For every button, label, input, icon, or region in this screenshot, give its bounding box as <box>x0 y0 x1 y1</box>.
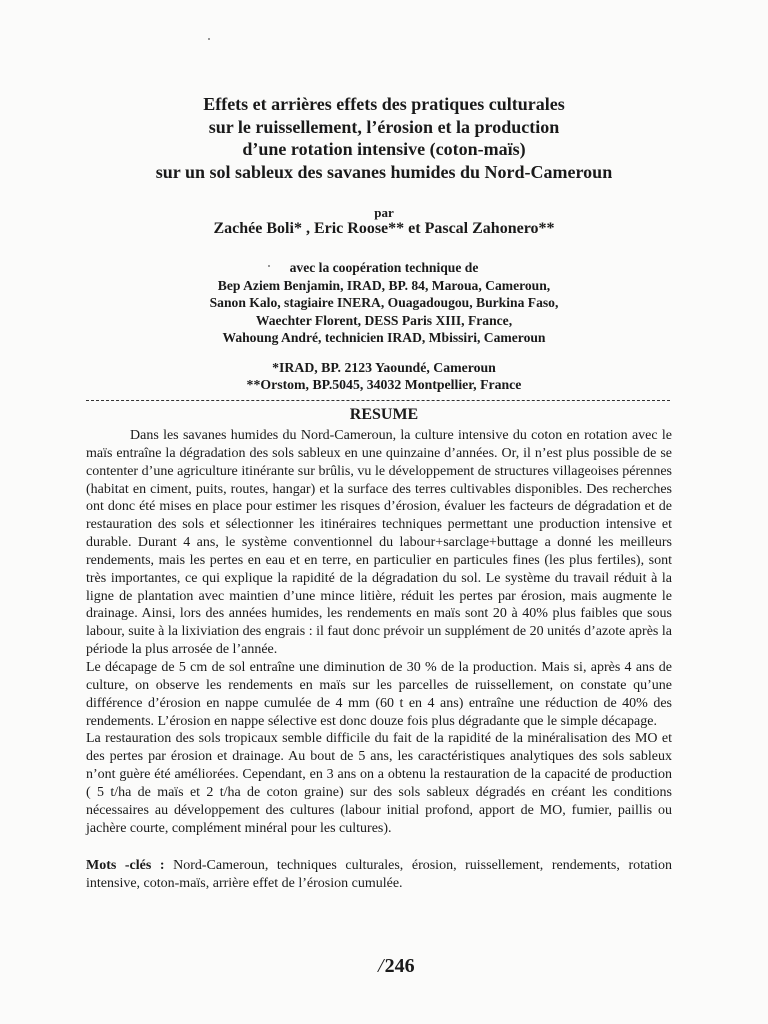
cooperation-line: Wahoung André, technicien IRAD, Mbissiri, Cameroun <box>222 330 546 346</box>
affiliation-line: **Orstom, BP.5045, 34032 Montpellier, France <box>246 377 522 392</box>
abstract-paragraph: La restauration des sols tropicaux semble difficile du fait de la rapidité de la minéralisation des MO et des pertes par érosion et drainage. Au bout de 5 ans, les caractéristiques analytiques des sols sableux n’ont guère été améliorées. Cependant, en 3 ans on a obtenu la restauration de la capacité de production ( 5 t/ha de maïs et 2 t/ha de coton graine) sur des sols sableux dégradés en créant les conditions nécessaires au développement des cultures (labour initial profond, apport de MO, fumier, paillis ou jachère courte, complément minéral pour les cultures). <box>86 731 672 836</box>
scan-speck <box>208 38 210 40</box>
authors-line: Zachée Boli* , Eric Roose** et Pascal Zahonero** <box>213 220 555 237</box>
keywords-block <box>86 857 672 893</box>
title-line: d’une rotation intensive (coton-maïs) <box>242 139 526 159</box>
page-number-value: 246 <box>384 955 415 977</box>
title-line: Effets et arrières effets des pratiques culturales <box>203 94 565 114</box>
keywords-text: Nord-Cameroun, techniques culturales, érosion, ruissellement, rendements, rotation intensive, coton-maïs, arrière effet de l’érosion cumulée. <box>86 858 672 891</box>
cooperation-line: Bep Aziem Benjamin, IRAD, BP. 84, Maroua, Cameroun, <box>217 277 551 293</box>
affiliations <box>0 359 768 393</box>
title-line: sur le ruissellement, l’érosion et la production <box>208 116 560 137</box>
cooperation-line: Sanon Kalo, stagiaire INERA, Ouagadougou, Burkina Faso, <box>209 295 559 311</box>
keywords-label: Mots -clés : <box>86 858 165 873</box>
page-number-slash: / <box>378 955 384 977</box>
affiliation-line: *IRAD, BP. 2123 Yaoundé, Cameroun <box>272 360 496 375</box>
abstract-paragraph: Le décapage de 5 cm de sol entraîne une diminution de 30 % de la production. Mais si, après 4 ans de culture, on observe les rendements en maïs sur les parcelles de ruissellement, on constate qu’une différence d’érosion en nappe cumulée de 4 mm (60 t en 4 ans) entraîne une réduction de 40% des rendements. L’érosion en nappe sélective est donc douze fois plus dégradante que le simple décapage. <box>86 659 672 729</box>
by-label: par <box>374 205 394 220</box>
abstract-body <box>86 427 672 837</box>
abstract-heading: RESUME <box>349 406 419 423</box>
cooperation-block <box>0 259 768 347</box>
abstract-paragraph: Dans les savanes humides du Nord-Cameroun, la culture intensive du coton en rotation avec le maïs entraîne la dégradation des sols sableux en une quinzaine d’années. Or, il n’est plus possible de se contenter d’une agriculture itinérante sur brûlis, vu le développement de structures villageoises pérennes (habitat en ciment, puits, routes, hangar) et la surface des terres cultivables disponibles. Des recherches ont donc été mises en place pour estimer les risques d’érosion, évaluer les facteurs de dégradation et de restauration des sols et sélectionner les itinéraires techniques permettant une production intensive et durable. Durant 4 ans, le système conventionnel du labour+sarclage+buttage a donné les meilleurs rendements, mais les pertes en eau et en terre, en particulier en particules fines (les plus fertiles), sont très importantes, ce qui explique la rapidité de la dégradation du sol. Le système du travail réduit à la ligne de plantation avec maintien d’une mince litière, réduit les pertes par érosion, mais augmente le drainage. Ainsi, lors des années humides, les rendements en maïs sont 20 à 40% plus faibles que sous labour, suite à la lixiviation des engrais : il faut donc prévoir un supplément de 20 unités d’azote après la période la plus arrosée de l’année. <box>86 428 672 658</box>
page-number <box>378 955 415 978</box>
dashed-separator <box>86 400 670 401</box>
cooperation-intro: avec la coopération technique de <box>289 260 479 275</box>
cooperation-line: Waechter Florent, DESS Paris XIII, France, <box>255 312 513 328</box>
paper-title <box>60 93 708 183</box>
title-line: sur un sol sableux des savanes humides du Nord-Cameroun <box>155 161 613 182</box>
scan-speck <box>268 265 270 267</box>
